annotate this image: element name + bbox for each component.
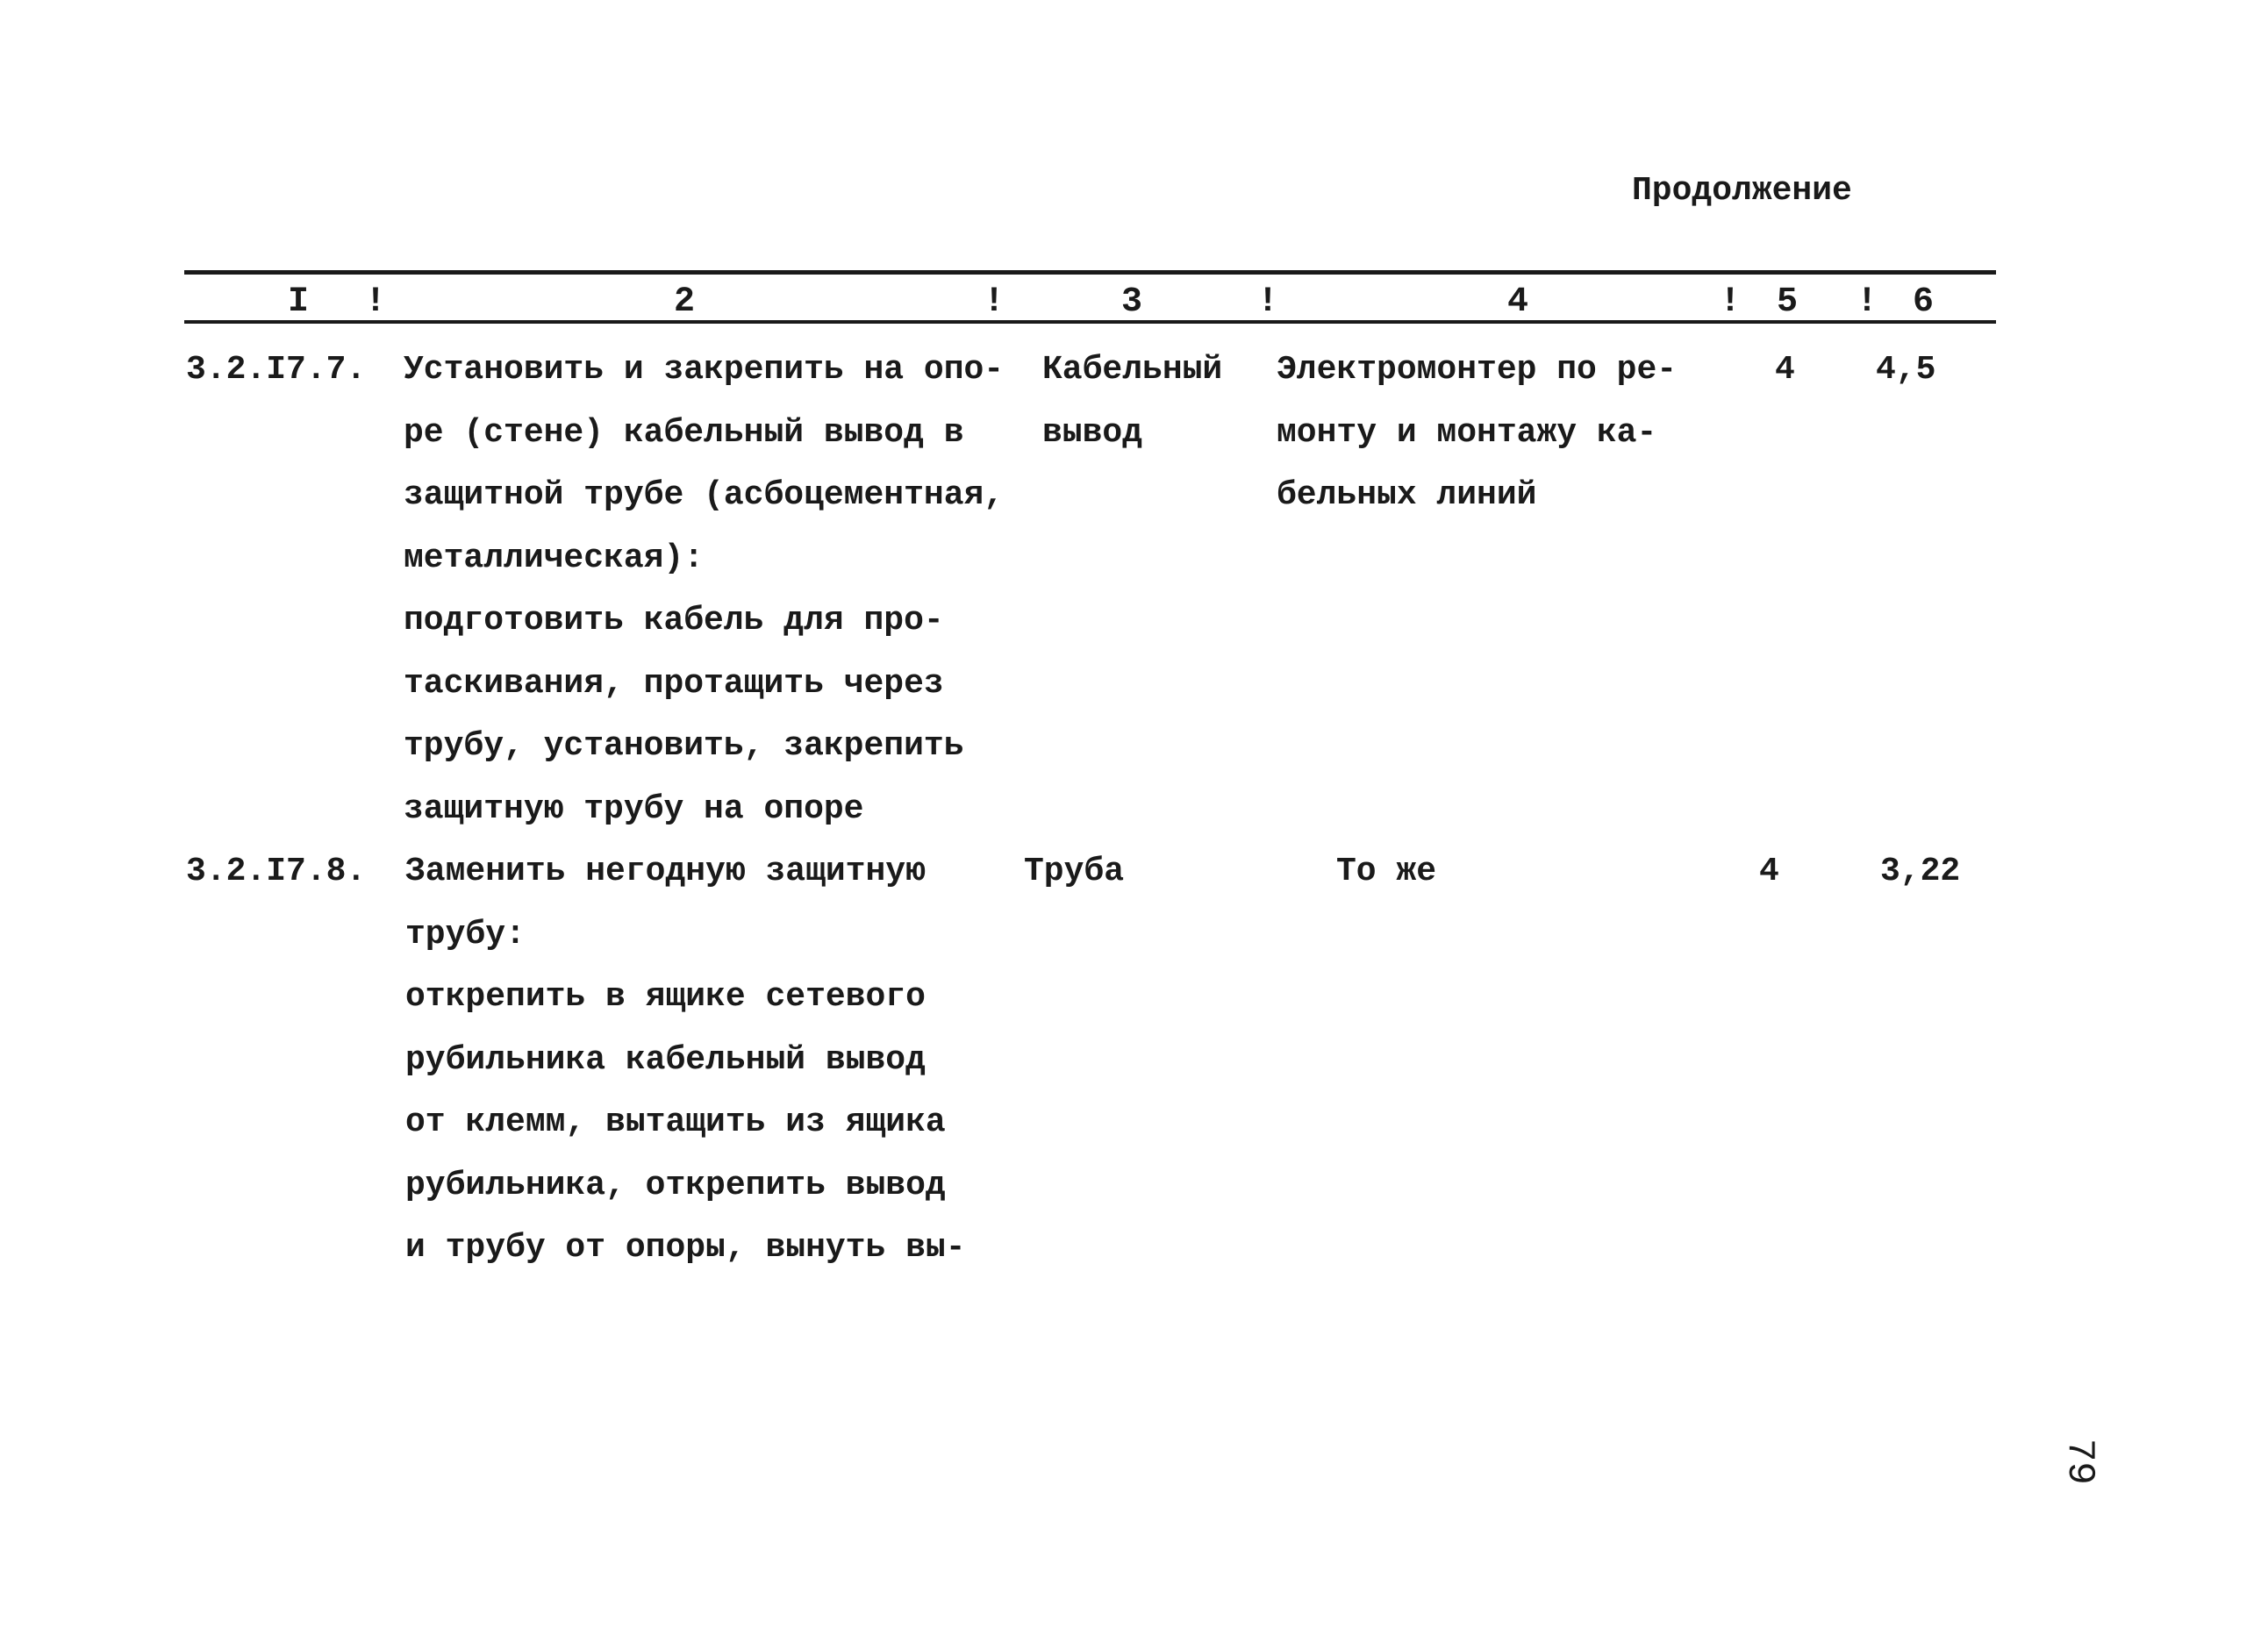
worker-line: бельных линий <box>1277 476 1537 514</box>
row-grade: 4 <box>1759 853 1779 890</box>
column-number-5: 5 <box>1776 282 1799 322</box>
column-separator: ! <box>983 282 1005 322</box>
column-separator: ! <box>364 282 387 322</box>
description-line: Установить и закрепить на опо- <box>404 351 1005 389</box>
row-description <box>405 840 966 1280</box>
column-number-6: 6 <box>1912 282 1935 322</box>
worker-line: монту и монтажу ка- <box>1277 413 1657 452</box>
description-line: трубу, установить, закрепить <box>404 727 964 765</box>
row-object <box>1024 840 1124 903</box>
description-line: трубу: <box>405 915 526 953</box>
description-line: Заменить негодную защитную <box>405 853 926 890</box>
row-grade: 4 <box>1775 351 1795 389</box>
row-time: 3,22 <box>1880 853 1961 890</box>
column-separator: ! <box>1856 282 1878 322</box>
object-line: вывод <box>1042 413 1143 452</box>
row-description <box>404 339 1004 840</box>
description-line: защитной трубе (асбоцементная, <box>404 476 1005 514</box>
table-top-rule <box>184 270 1996 275</box>
description-line: рубильника, открепить вывод <box>405 1166 946 1204</box>
description-line: металлическая): <box>404 539 705 577</box>
column-separator: ! <box>1256 282 1279 322</box>
description-line: рубильника кабельный вывод <box>405 1040 926 1079</box>
table-row-number: 3.2.I7.8. <box>186 853 367 890</box>
continuation-label: Продолжение <box>1632 172 1852 210</box>
row-worker <box>1336 840 1436 903</box>
row-worker <box>1277 339 1677 527</box>
column-number-3: 3 <box>1120 282 1143 322</box>
row-object <box>1042 339 1222 464</box>
worker-line: Электромонтер по ре- <box>1277 351 1678 389</box>
description-line: ре (стене) кабельный вывод в <box>404 413 964 452</box>
worker-line: То же <box>1336 853 1437 890</box>
column-separator: ! <box>1719 282 1742 322</box>
row-time: 4,5 <box>1876 351 1936 389</box>
column-number-4: 4 <box>1506 282 1529 322</box>
description-line: от клемм, вытащить из ящика <box>405 1103 946 1141</box>
description-line: защитную трубу на опоре <box>404 789 864 828</box>
description-line: подготовить кабель для про- <box>404 602 944 639</box>
description-line: открепить в ящике сетевого <box>405 978 926 1016</box>
description-line: таскивания, протащить через <box>404 664 944 703</box>
table-row-number: 3.2.I7.7. <box>186 351 367 389</box>
column-number-1: I <box>287 282 310 322</box>
description-line: и трубу от опоры, вынуть вы- <box>405 1229 966 1267</box>
page-number: 79 <box>2057 1439 2101 1485</box>
column-number-2: 2 <box>673 282 696 322</box>
object-line: Труба <box>1024 853 1125 890</box>
object-line: Кабельный <box>1042 351 1223 389</box>
